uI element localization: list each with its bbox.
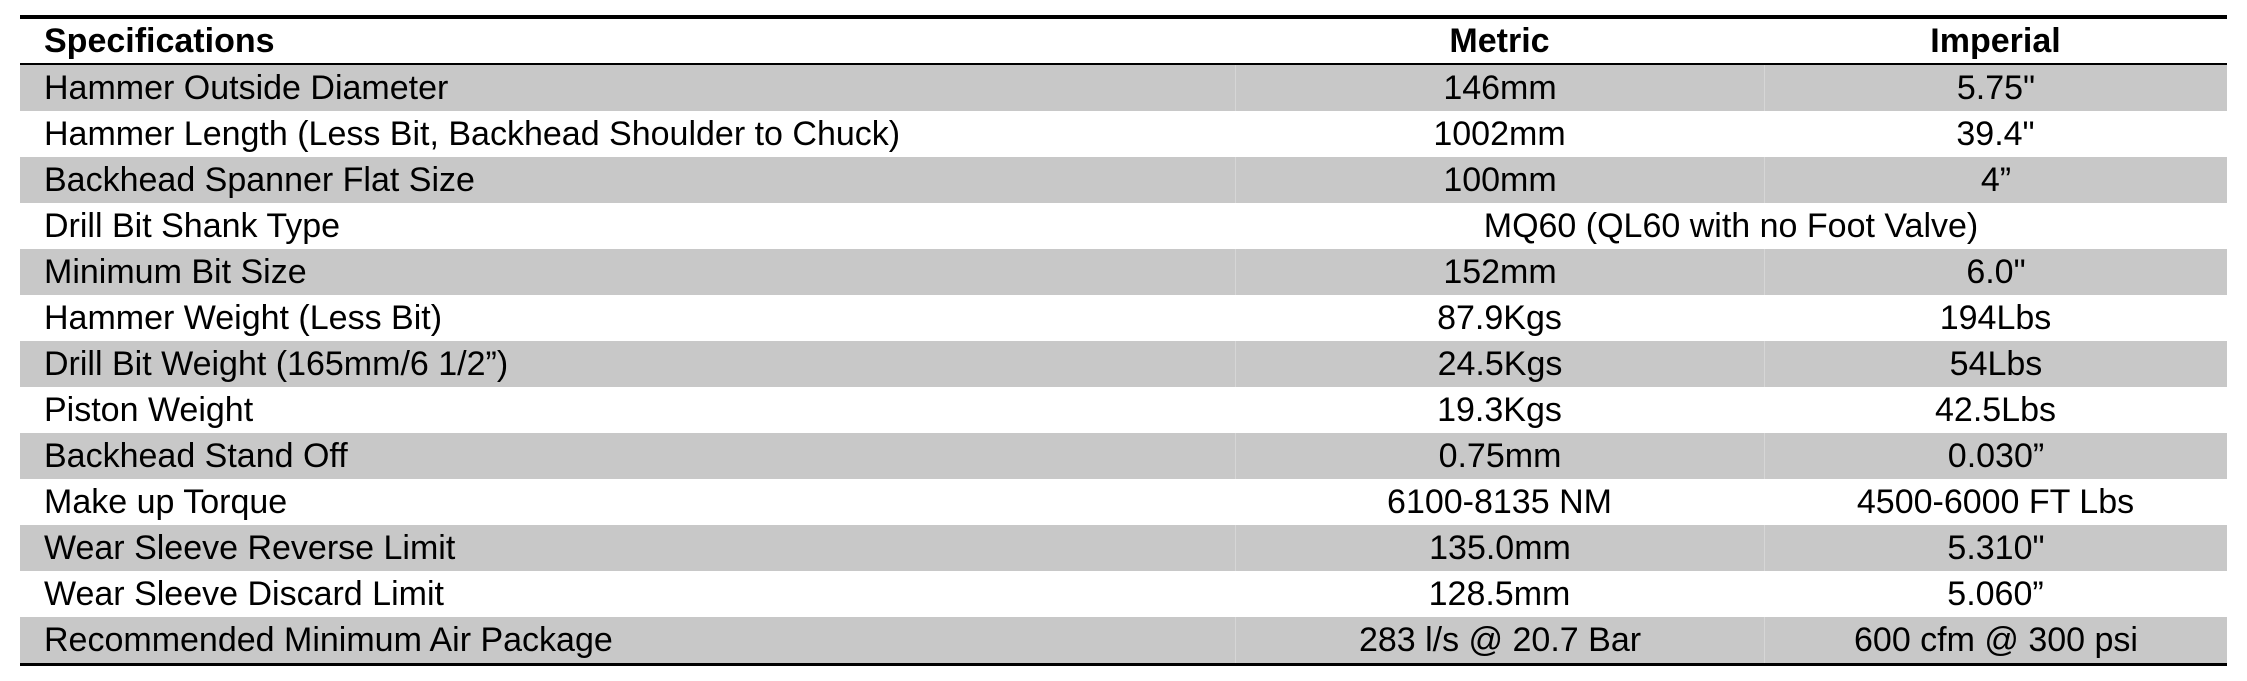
imperial-value: 39.4"	[1956, 115, 2035, 153]
header-imperial: Imperial	[1930, 22, 2061, 60]
imperial-value: 0.030”	[1764, 433, 2227, 479]
metric-value: 87.9Kgs	[1437, 299, 1562, 337]
spec-name: Wear Sleeve Discard Limit	[44, 575, 444, 613]
spec-name: Hammer Weight (Less Bit)	[44, 299, 443, 337]
spec-name: Drill Bit Shank Type	[44, 207, 341, 245]
table-row	[20, 249, 2227, 295]
header-metric: Metric	[1449, 22, 1550, 60]
imperial-value: 5.310"	[1764, 525, 2227, 571]
spec-name: Hammer Length (Less Bit, Backhead Shoulder to Chuck)	[44, 115, 901, 153]
metric-value: 100mm	[1235, 157, 1764, 203]
spec-name: Wear Sleeve Reverse Limit	[44, 529, 456, 567]
metric-value: 0.75mm	[1235, 433, 1764, 479]
metric-value: 128.5mm	[1428, 575, 1571, 613]
spec-name: Piston Weight	[44, 391, 254, 429]
table-row	[20, 571, 2227, 617]
table-row	[20, 65, 2227, 111]
spec-name: Backhead Stand Off	[44, 437, 348, 475]
header-specifications: Specifications	[44, 22, 275, 60]
combined-value: MQ60 (QL60 with no Foot Valve)	[1483, 207, 1979, 245]
specifications-table	[20, 15, 2227, 666]
metric-value: 24.5Kgs	[1235, 341, 1764, 387]
table-row	[20, 387, 2227, 433]
spec-name: Minimum Bit Size	[44, 253, 307, 291]
table-row	[20, 341, 2227, 387]
metric-value: 135.0mm	[1235, 525, 1764, 571]
spec-name: Recommended Minimum Air Package	[44, 621, 613, 659]
spec-name: Make up Torque	[44, 483, 288, 521]
spec-name: Drill Bit Weight (165mm/6 1/2”)	[44, 345, 509, 383]
table-row	[20, 295, 2227, 341]
imperial-value: 5.75"	[1764, 65, 2227, 111]
imperial-value: 4”	[1764, 157, 2227, 203]
imperial-value: 5.060”	[1947, 575, 2044, 613]
imperial-value: 54Lbs	[1764, 341, 2227, 387]
metric-value: 19.3Kgs	[1437, 391, 1562, 429]
metric-value: 146mm	[1235, 65, 1764, 111]
table-row	[20, 433, 2227, 479]
table-header-row	[20, 19, 2227, 65]
imperial-value: 194Lbs	[1939, 299, 2052, 337]
metric-value: 283 l/s @ 20.7 Bar	[1235, 617, 1764, 663]
imperial-value: 4500-6000 FT Lbs	[1856, 483, 2135, 521]
table-row	[20, 617, 2227, 663]
table-row	[20, 111, 2227, 157]
imperial-value: 600 cfm @ 300 psi	[1764, 617, 2227, 663]
metric-value: 1002mm	[1433, 115, 1566, 153]
metric-value: 6100-8135 NM	[1387, 483, 1612, 521]
imperial-value: 42.5Lbs	[1935, 391, 2056, 429]
metric-value: 152mm	[1235, 249, 1764, 295]
table-row	[20, 525, 2227, 571]
imperial-value: 6.0"	[1764, 249, 2227, 295]
spec-name: Hammer Outside Diameter	[44, 69, 449, 107]
spec-name: Backhead Spanner Flat Size	[44, 161, 475, 199]
table-row	[20, 203, 2227, 249]
table-row	[20, 479, 2227, 525]
table-row	[20, 157, 2227, 203]
